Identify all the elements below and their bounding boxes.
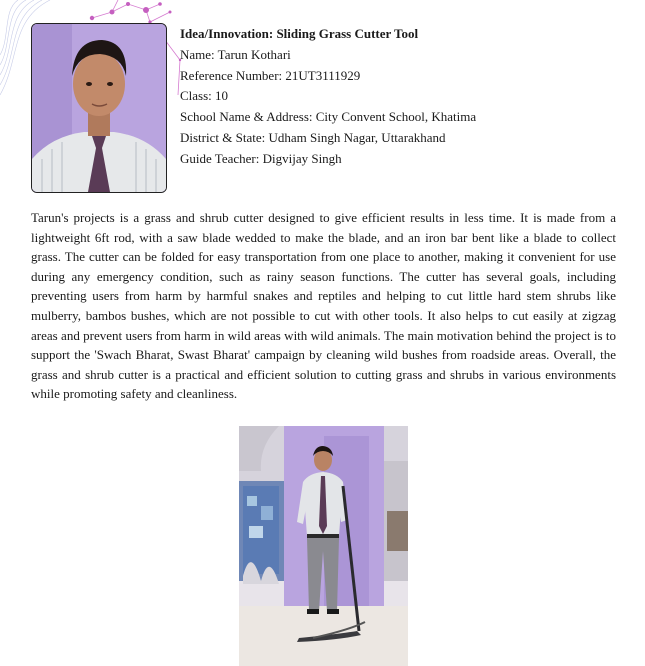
district-state: District & State: Udham Singh Nagar, Uttarakhand <box>180 129 446 145</box>
student-name: Name: Tarun Kothari <box>180 46 291 62</box>
guide-teacher: Guide Teacher: Digvijay Singh <box>180 150 342 166</box>
idea-title: Idea/Innovation: Sliding Grass Cutter Tool <box>180 26 419 41</box>
project-photo <box>239 426 408 666</box>
project-description: Tarun's projects is a grass and shrub cutter designed to give efficient results in less time. It is made from a lightweight 6ft rod, with a saw blade wedded to make the blade, and an iron bar bent like a blade to collect grass. The cutter can be folded for easy transportation from one place to another, making it convenient for use during any emergency condition, such as rainy season functions. The cutter has several goals, including preventing users from harm by harmful snakes and reptiles and helping to cut little hard stem shrubs like mulberry, bambos bushes, which are not possible to cut with other tools. It also helps to cut easily at zigzag areas and prevent users from harm in wild areas with wild animals. The main motivation behind the project is to support the 'Swach Bharat, Swast Bharat' campaign by cleaning wild bushes from roadside areas. Overall, the grass and shrub cutter is a practical and efficient solution to cutting grass and shrubs in various environments while promoting safety and cleanliness. <box>31 210 616 402</box>
reference-number: Reference Number: 21UT3111929 <box>180 67 361 83</box>
student-portrait <box>31 23 167 193</box>
school-name-address: School Name & Address: City Convent School, Khatima <box>180 109 477 125</box>
student-info <box>180 24 476 170</box>
student-class: Class: 10 <box>180 88 229 104</box>
